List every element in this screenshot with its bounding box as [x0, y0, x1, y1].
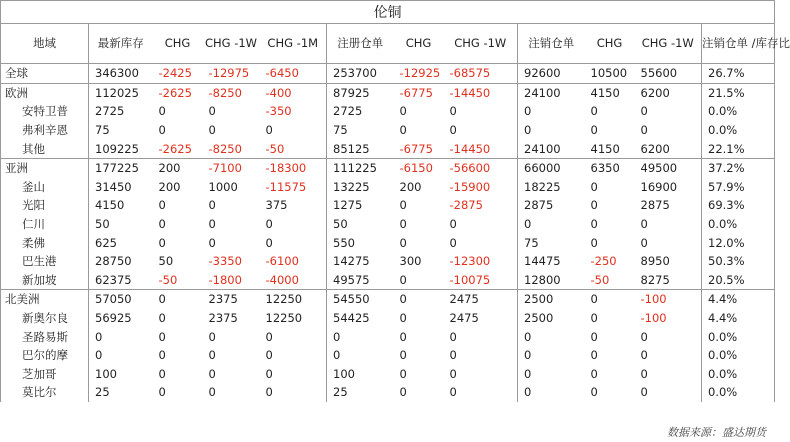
value-cell: 69.3%: [702, 196, 775, 215]
table-row: [1, 346, 775, 365]
value-cell: -12975: [203, 64, 260, 84]
value-cell: 4.4%: [702, 290, 775, 309]
value-cell: 22.1%: [702, 139, 775, 158]
table-row: [1, 252, 775, 271]
value-cell: -400: [265, 85, 292, 100]
value-cell: 0: [158, 123, 166, 138]
region-cell: 巴尔的摩: [1, 346, 89, 365]
value-cell: 2500: [518, 290, 585, 309]
table-row: [1, 327, 775, 346]
value-cell: 75: [518, 233, 585, 252]
value-cell: -2875: [449, 198, 483, 213]
value-cell: 0: [89, 327, 153, 346]
value-cell: 16900: [640, 179, 678, 194]
value-cell: 0: [208, 329, 216, 344]
region-cell: 釜山: [1, 178, 89, 197]
value-cell: -3350: [208, 254, 242, 269]
value-cell: 0: [590, 104, 598, 119]
value-cell: 54425: [327, 309, 394, 328]
value-cell: -68575: [444, 64, 518, 84]
value-cell: -8250: [203, 139, 260, 158]
value-cell: 26.7%: [702, 64, 775, 84]
value-cell: 0: [158, 329, 166, 344]
value-cell: 200: [158, 179, 181, 194]
table-row: [1, 215, 775, 234]
value-cell: 111225: [327, 158, 394, 177]
value-cell: -2425: [153, 64, 203, 84]
value-cell: 62375: [89, 271, 153, 290]
value-cell: 300: [399, 254, 422, 269]
value-cell: 6200: [640, 85, 670, 100]
value-cell: -12925: [394, 64, 444, 84]
value-cell: 0: [158, 311, 166, 326]
value-cell: -6100: [265, 254, 299, 269]
value-cell: 100: [327, 365, 394, 384]
value-cell: 0: [590, 123, 598, 138]
value-cell: 0: [449, 235, 457, 250]
value-cell: -6150: [399, 161, 433, 176]
value-cell: 0.0%: [702, 383, 775, 402]
region-cell: 安特卫普: [1, 102, 89, 121]
value-cell: -250: [590, 254, 617, 269]
value-cell: 253700: [327, 64, 394, 84]
value-cell: 4150: [585, 139, 635, 158]
value-cell: 0: [640, 217, 648, 232]
value-cell: 0: [590, 292, 598, 307]
value-cell: 0: [208, 235, 216, 250]
table-row: [1, 383, 775, 402]
value-cell: 200: [158, 161, 181, 176]
header-reg-chg-1w: CHG -1W: [444, 24, 518, 64]
value-cell: -6775: [394, 139, 444, 158]
header-latest-stock: 最新库存: [89, 24, 153, 64]
value-cell: -11575: [265, 179, 307, 194]
value-cell: 0: [518, 215, 585, 234]
value-cell: 0.0%: [702, 121, 775, 140]
value-cell: 0: [327, 346, 394, 365]
header-reg-chg: CHG: [394, 24, 444, 64]
value-cell: -100: [640, 311, 667, 326]
value-cell: 0: [158, 385, 166, 400]
value-cell: 24100: [518, 83, 585, 102]
value-cell: 0: [265, 348, 273, 363]
value-cell: 0: [158, 366, 166, 381]
value-cell: 0: [399, 311, 407, 326]
value-cell: -2625: [153, 139, 203, 158]
value-cell: 0: [449, 123, 457, 138]
value-cell: 0: [399, 217, 407, 232]
value-cell: 0.0%: [702, 327, 775, 346]
value-cell: 50: [158, 254, 174, 269]
value-cell: 0: [449, 329, 457, 344]
value-cell: 0: [640, 123, 648, 138]
value-cell: 2725: [327, 102, 394, 121]
header-chg-1m: CHG -1M: [260, 24, 327, 64]
value-cell: 0: [399, 385, 407, 400]
value-cell: 0: [265, 329, 273, 344]
value-cell: 92600: [518, 64, 585, 84]
value-cell: 2475: [449, 311, 479, 326]
value-cell: 2875: [640, 198, 670, 213]
value-cell: 50.3%: [702, 252, 775, 271]
value-cell: 0: [590, 198, 598, 213]
value-cell: 0: [208, 123, 216, 138]
value-cell: 0: [265, 366, 273, 381]
value-cell: 50: [89, 215, 153, 234]
value-cell: 14275: [327, 252, 394, 271]
value-cell: 21.5%: [702, 83, 775, 102]
header-chg: CHG: [153, 24, 203, 64]
region-cell: 柔佛: [1, 233, 89, 252]
value-cell: 1275: [327, 196, 394, 215]
value-cell: -15900: [449, 179, 491, 194]
value-cell: 2375: [208, 311, 238, 326]
value-cell: -14450: [444, 139, 518, 158]
value-cell: 1000: [208, 179, 238, 194]
value-cell: 55600: [635, 64, 702, 84]
value-cell: 0: [265, 235, 273, 250]
value-cell: 0: [590, 235, 598, 250]
table-row: [1, 83, 775, 102]
value-cell: 57050: [89, 290, 153, 309]
value-cell: 0: [399, 292, 407, 307]
value-cell: 12.0%: [702, 233, 775, 252]
value-cell: 0: [640, 104, 648, 119]
value-cell: 0.0%: [702, 215, 775, 234]
value-cell: 8275: [635, 271, 702, 290]
region-cell: 弗利辛恩: [1, 121, 89, 140]
header-chg-1w: CHG -1W: [203, 24, 260, 64]
header-cancel-chg-1w: CHG -1W: [635, 24, 702, 64]
table-title: 伦铜: [1, 1, 775, 24]
value-cell: 0: [208, 198, 216, 213]
value-cell: 0: [590, 311, 598, 326]
header-cancelled-warrants: 注销仓单: [518, 24, 585, 64]
value-cell: 0: [449, 348, 457, 363]
value-cell: 14475: [518, 252, 585, 271]
region-cell: 其他: [1, 139, 89, 158]
value-cell: 0: [590, 385, 598, 400]
value-cell: 0: [449, 217, 457, 232]
data-source-note: 数据来源：盛达期货: [667, 426, 766, 439]
value-cell: 0: [399, 348, 407, 363]
value-cell: 13225: [327, 178, 394, 197]
value-cell: 112025: [89, 83, 153, 102]
value-cell: 0: [158, 348, 166, 363]
region-cell: 全球: [1, 64, 89, 84]
value-cell: 0: [208, 348, 216, 363]
table-row: [1, 196, 775, 215]
value-cell: 2875: [518, 196, 585, 215]
value-cell: 28750: [89, 252, 153, 271]
value-cell: 2375: [208, 292, 238, 307]
table-row: [1, 365, 775, 384]
value-cell: 0: [327, 327, 394, 346]
table-row: [1, 178, 775, 197]
value-cell: 0: [518, 383, 585, 402]
value-cell: 50: [327, 215, 394, 234]
value-cell: 0: [518, 365, 585, 384]
header-cancel-ratio: 注销仓单 /库存比: [702, 24, 775, 64]
region-cell: 新奥尔良: [1, 309, 89, 328]
header-registered-warrants: 注册仓单: [327, 24, 394, 64]
value-cell: 87925: [327, 83, 394, 102]
region-cell: 北美洲: [1, 290, 89, 309]
value-cell: 2725: [89, 102, 153, 121]
value-cell: -50: [260, 139, 327, 158]
value-cell: 49500: [640, 161, 678, 176]
value-cell: 0: [158, 235, 166, 250]
value-cell: 0: [640, 366, 648, 381]
value-cell: 0: [399, 123, 407, 138]
value-cell: 0: [640, 348, 648, 363]
table-row: [1, 64, 775, 84]
table-row: [1, 271, 775, 290]
value-cell: 75: [327, 121, 394, 140]
value-cell: 0: [158, 292, 166, 307]
value-cell: 0: [399, 366, 407, 381]
value-cell: 57.9%: [702, 178, 775, 197]
value-cell: 0.0%: [702, 346, 775, 365]
value-cell: 177225: [89, 158, 153, 177]
value-cell: 6200: [635, 139, 702, 158]
value-cell: 25: [327, 383, 394, 402]
value-cell: -4000: [260, 271, 327, 290]
value-cell: 0: [640, 329, 648, 344]
value-cell: 0: [265, 123, 273, 138]
value-cell: 0: [590, 348, 598, 363]
value-cell: 0.0%: [702, 102, 775, 121]
value-cell: 0: [158, 217, 166, 232]
value-cell: 0: [590, 329, 598, 344]
value-cell: 0: [640, 235, 648, 250]
table-row: [1, 158, 775, 177]
value-cell: 37.2%: [702, 158, 775, 177]
value-cell: 4.4%: [702, 309, 775, 328]
value-cell: 0: [590, 217, 598, 232]
value-cell: 6350: [590, 161, 620, 176]
value-cell: -56600: [449, 161, 491, 176]
value-cell: -14450: [449, 85, 491, 100]
value-cell: 0: [518, 327, 585, 346]
value-cell: 31450: [89, 178, 153, 197]
table-row: [1, 139, 775, 158]
value-cell: 56925: [89, 309, 153, 328]
value-cell: -12300: [449, 254, 491, 269]
value-cell: 54550: [327, 290, 394, 309]
value-cell: 0: [640, 385, 648, 400]
value-cell: 2500: [518, 309, 585, 328]
region-cell: 光阳: [1, 196, 89, 215]
header-row: [1, 24, 775, 64]
title-row: [1, 1, 775, 24]
value-cell: 0: [208, 104, 216, 119]
value-cell: 625: [89, 233, 153, 252]
value-cell: 0: [399, 235, 407, 250]
value-cell: 375: [265, 198, 288, 213]
value-cell: -7100: [208, 161, 242, 176]
table-row: [1, 102, 775, 121]
value-cell: 24100: [518, 139, 585, 158]
value-cell: 0: [208, 385, 216, 400]
value-cell: 0: [399, 329, 407, 344]
region-cell: 欧洲: [1, 83, 89, 102]
value-cell: 200: [399, 179, 422, 194]
value-cell: 100: [89, 365, 153, 384]
value-cell: 75: [89, 121, 153, 140]
value-cell: -6450: [260, 64, 327, 84]
value-cell: 0: [518, 346, 585, 365]
value-cell: 0: [399, 104, 407, 119]
value-cell: -1800: [203, 271, 260, 290]
region-cell: 圣路易斯: [1, 327, 89, 346]
value-cell: -100: [640, 292, 667, 307]
region-cell: 巴生港: [1, 252, 89, 271]
value-cell: 0: [158, 198, 166, 213]
value-cell: 8950: [640, 254, 670, 269]
value-cell: 4150: [590, 85, 620, 100]
value-cell: 12250: [265, 292, 303, 307]
table-row: [1, 290, 775, 309]
value-cell: 10500: [585, 64, 635, 84]
value-cell: 0: [518, 102, 585, 121]
value-cell: -8250: [208, 85, 242, 100]
value-cell: 550: [327, 233, 394, 252]
value-cell: 0: [208, 366, 216, 381]
value-cell: -18300: [265, 161, 307, 176]
value-cell: 25: [89, 383, 153, 402]
value-cell: 85125: [327, 139, 394, 158]
value-cell: 12800: [518, 271, 585, 290]
value-cell: -50: [153, 271, 203, 290]
region-cell: 仁川: [1, 215, 89, 234]
value-cell: 0: [590, 366, 598, 381]
value-cell: -2625: [158, 85, 192, 100]
value-cell: -6775: [399, 85, 433, 100]
value-cell: 49575: [327, 271, 394, 290]
value-cell: 0: [449, 104, 457, 119]
table-row: [1, 121, 775, 140]
value-cell: 20.5%: [702, 271, 775, 290]
region-cell: 芝加哥: [1, 365, 89, 384]
header-cancel-chg: CHG: [585, 24, 635, 64]
value-cell: 0: [394, 271, 444, 290]
value-cell: -350: [265, 104, 292, 119]
value-cell: 2475: [449, 292, 479, 307]
table-row: [1, 233, 775, 252]
value-cell: 0: [89, 346, 153, 365]
value-cell: 0: [158, 104, 166, 119]
value-cell: 0: [449, 366, 457, 381]
region-cell: 亚洲: [1, 158, 89, 177]
value-cell: 0: [208, 217, 216, 232]
value-cell: 18225: [518, 178, 585, 197]
value-cell: 0: [399, 198, 407, 213]
value-cell: 66000: [518, 158, 585, 177]
value-cell: 12250: [265, 311, 303, 326]
value-cell: 0: [449, 385, 457, 400]
header-region: 地域: [1, 24, 89, 64]
value-cell: 109225: [89, 139, 153, 158]
region-cell: 新加坡: [1, 271, 89, 290]
value-cell: 0: [590, 179, 598, 194]
value-cell: 0: [518, 121, 585, 140]
region-cell: 莫比尔: [1, 383, 89, 402]
value-cell: 4150: [89, 196, 153, 215]
value-cell: 0: [265, 385, 273, 400]
value-cell: 0: [265, 217, 273, 232]
value-cell: -10075: [444, 271, 518, 290]
value-cell: 0.0%: [702, 365, 775, 384]
value-cell: 346300: [89, 64, 153, 84]
table-row: [1, 309, 775, 328]
value-cell: -50: [585, 271, 635, 290]
